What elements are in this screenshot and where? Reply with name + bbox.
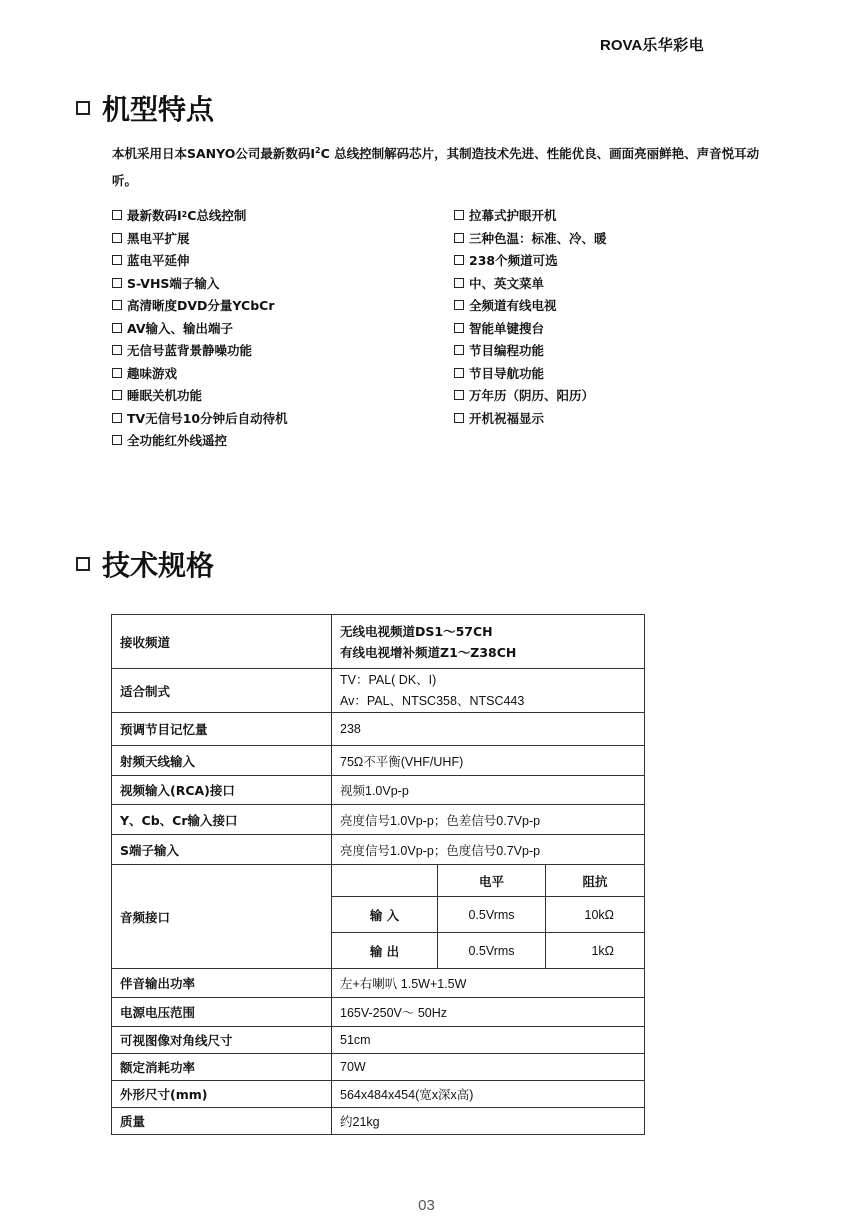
- spec-value: 165V-250V～ 50Hz: [332, 998, 645, 1027]
- audio-header-level: 电平: [438, 865, 546, 897]
- spec-value: [332, 669, 645, 713]
- feature-item: [454, 339, 792, 362]
- spec-value-line: 无线电视频道DS1～57CH: [340, 623, 493, 639]
- table-row: [112, 998, 645, 1027]
- spec-label: 可视图像对角线尺寸: [112, 1027, 332, 1054]
- features-list: [112, 204, 792, 452]
- feature-text-pre: 万年历（阴历、阳历）: [469, 388, 595, 404]
- table-row: [112, 969, 645, 998]
- feature-text-pre: 最新数码I: [127, 208, 182, 224]
- section-title-text: 机型特点: [102, 93, 215, 126]
- checkbox-square-icon: [112, 368, 122, 378]
- feature-text-pre: 智能单键搜台: [469, 320, 545, 336]
- checkbox-square-icon: [112, 345, 122, 355]
- feature-item: [454, 384, 792, 407]
- feature-item: [454, 362, 792, 385]
- spec-value: 70W: [332, 1054, 645, 1081]
- spec-value: 564x484x454(宽x深x高): [332, 1081, 645, 1108]
- feature-text-pre: TV无信号10分钟后自动待机: [127, 410, 288, 426]
- intro-text-post: C 总线控制解码芯片，其制造技术先进、性能优良、画面亮丽鲜艳、声音悦耳动听。: [112, 146, 760, 188]
- spec-value: 75Ω不平衡(VHF/UHF): [332, 746, 645, 776]
- spec-value: [332, 615, 645, 669]
- feature-text-pre: 三种色温：标准、冷、暖: [469, 230, 607, 246]
- table-row: [112, 615, 645, 669]
- table-row: [112, 1108, 645, 1135]
- checkbox-square-icon: [112, 435, 122, 445]
- brand-chinese: 乐华彩电: [642, 36, 705, 54]
- feature-text-pre: AV输入、输出端子: [127, 320, 234, 336]
- feature-text-post: C总线控制: [187, 208, 247, 224]
- spec-label: 外形尺寸(mm): [112, 1081, 332, 1108]
- feature-text-pre: 高清晰度DVD分量YCbCr: [127, 298, 275, 314]
- brand-logo: [600, 34, 770, 55]
- feature-text-pre: 238个频道可选: [469, 253, 558, 269]
- spec-label: 接收频道: [112, 615, 332, 669]
- feature-item: [454, 407, 792, 430]
- spec-label: 额定消耗功率: [112, 1054, 332, 1081]
- checkbox-square-icon: [112, 255, 122, 265]
- table-row: [112, 746, 645, 776]
- feature-item: [112, 429, 454, 452]
- feature-item: [454, 227, 792, 250]
- feature-text-pre: 蓝电平延伸: [127, 253, 190, 269]
- audio-output-impedance: 1kΩ: [546, 933, 645, 969]
- spec-value: 亮度信号1.0Vp-p；色度信号0.7Vp-p: [332, 835, 645, 865]
- feature-item: [454, 204, 792, 227]
- feature-text-pre: 趣味游戏: [127, 365, 178, 381]
- spec-label: 视频输入(RCA)接口: [112, 776, 332, 805]
- spec-label: Y、Cb、Cr输入接口: [112, 805, 332, 835]
- feature-text-pre: 开机祝福显示: [469, 410, 545, 426]
- feature-item: [454, 272, 792, 295]
- feature-item: [454, 294, 792, 317]
- table-row: [112, 1027, 645, 1054]
- feature-item-empty: [454, 429, 792, 452]
- checkbox-square-icon: [112, 210, 122, 220]
- feature-item: [454, 249, 792, 272]
- spec-label: 预调节目记忆量: [112, 713, 332, 746]
- table-row: [112, 713, 645, 746]
- checkbox-square-icon: [454, 278, 464, 288]
- feature-item: [112, 339, 454, 362]
- spec-value-line: TV：PAL( DK、I): [340, 672, 437, 687]
- feature-item: [112, 362, 454, 385]
- table-row: [112, 669, 645, 713]
- feature-item: 最新数码I 2 C总线控制: [112, 204, 454, 227]
- feature-text-pre: 全功能红外线遥控: [127, 433, 228, 449]
- spec-value: 亮度信号1.0Vp-p；色差信号0.7Vp-p: [332, 805, 645, 835]
- feature-item: [454, 317, 792, 340]
- spec-value: 约21kg: [332, 1108, 645, 1135]
- intro-paragraph: [112, 140, 784, 194]
- checkbox-square-icon: [112, 323, 122, 333]
- checkbox-square-icon: [454, 413, 464, 423]
- checkbox-square-icon: [112, 233, 122, 243]
- feature-text-pre: 全频道有线电视: [469, 298, 557, 314]
- feature-text-pre: 睡眠关机功能: [127, 388, 203, 404]
- checkbox-square-icon: [112, 413, 122, 423]
- checkbox-square-icon: [454, 233, 464, 243]
- checkbox-square-icon: [112, 278, 122, 288]
- audio-input-label: 输 入: [332, 897, 438, 933]
- checkbox-square-icon: [454, 323, 464, 333]
- feature-item: [112, 249, 454, 272]
- intro-text-pre: 本机采用日本SANYO公司最新数码I: [112, 146, 316, 161]
- spec-value-line: Av：PAL、NTSC358、NTSC443: [340, 693, 525, 708]
- audio-output-label: 输 出: [332, 933, 438, 969]
- feature-item: [112, 407, 454, 430]
- spec-label: 伴音输出功率: [112, 969, 332, 998]
- spec-value: 视频1.0Vp-p: [332, 776, 645, 805]
- audio-input-impedance: 10kΩ: [546, 897, 645, 933]
- audio-header-impedance: 阻抗: [546, 865, 645, 897]
- spec-label: 射频天线输入: [112, 746, 332, 776]
- feature-text-pre: 黑电平扩展: [127, 230, 190, 246]
- spec-value: 左+右喇叭 1.5W+1.5W: [332, 969, 645, 998]
- spec-label: 适合制式: [112, 669, 332, 713]
- table-row: [112, 835, 645, 865]
- table-row: [112, 1054, 645, 1081]
- section-title-text: 技术规格: [102, 549, 215, 582]
- feature-item: [112, 317, 454, 340]
- checkbox-square-icon: [454, 390, 464, 400]
- section-title-features: [76, 88, 214, 128]
- checkbox-square-icon: [76, 557, 90, 571]
- page-number: 03: [418, 1197, 435, 1214]
- checkbox-square-icon: [76, 101, 90, 115]
- spec-value: 51cm: [332, 1027, 645, 1054]
- feature-text-pre: 无信号蓝背景静噪功能: [127, 343, 253, 359]
- brand-latin: ROVA: [600, 37, 643, 54]
- audio-input-level: 0.5Vrms: [438, 897, 546, 933]
- table-row: [112, 865, 645, 897]
- checkbox-square-icon: [454, 300, 464, 310]
- feature-item: [112, 384, 454, 407]
- feature-text-pre: 节目导航功能: [469, 365, 545, 381]
- checkbox-square-icon: [454, 255, 464, 265]
- feature-item: [112, 227, 454, 250]
- intro-superscript: 2: [315, 145, 321, 155]
- feature-item: [112, 294, 454, 317]
- checkbox-square-icon: [112, 390, 122, 400]
- spec-label: S端子输入: [112, 835, 332, 865]
- spec-label: 电源电压范围: [112, 998, 332, 1027]
- spec-value-line: 有线电视增补频道Z1～Z38CH: [340, 644, 517, 660]
- feature-item: [112, 272, 454, 295]
- spec-label: 音频接口: [112, 865, 332, 969]
- checkbox-square-icon: [112, 300, 122, 310]
- audio-output-level: 0.5Vrms: [438, 933, 546, 969]
- table-row: [112, 805, 645, 835]
- table-row: [112, 1081, 645, 1108]
- checkbox-square-icon: [454, 345, 464, 355]
- feature-text-pre: 拉幕式护眼开机: [469, 208, 557, 224]
- table-row: [112, 776, 645, 805]
- spec-label: 质量: [112, 1108, 332, 1135]
- audio-header-blank: [332, 865, 438, 897]
- feature-text-pre: 中、英文菜单: [469, 275, 545, 291]
- spec-value: 238: [332, 713, 645, 746]
- checkbox-square-icon: [454, 210, 464, 220]
- spec-table: [111, 614, 645, 1135]
- feature-text-pre: S-VHS端子输入: [127, 275, 220, 291]
- checkbox-square-icon: [454, 368, 464, 378]
- feature-text-pre: 节目编程功能: [469, 343, 545, 359]
- section-title-specs: [76, 544, 214, 584]
